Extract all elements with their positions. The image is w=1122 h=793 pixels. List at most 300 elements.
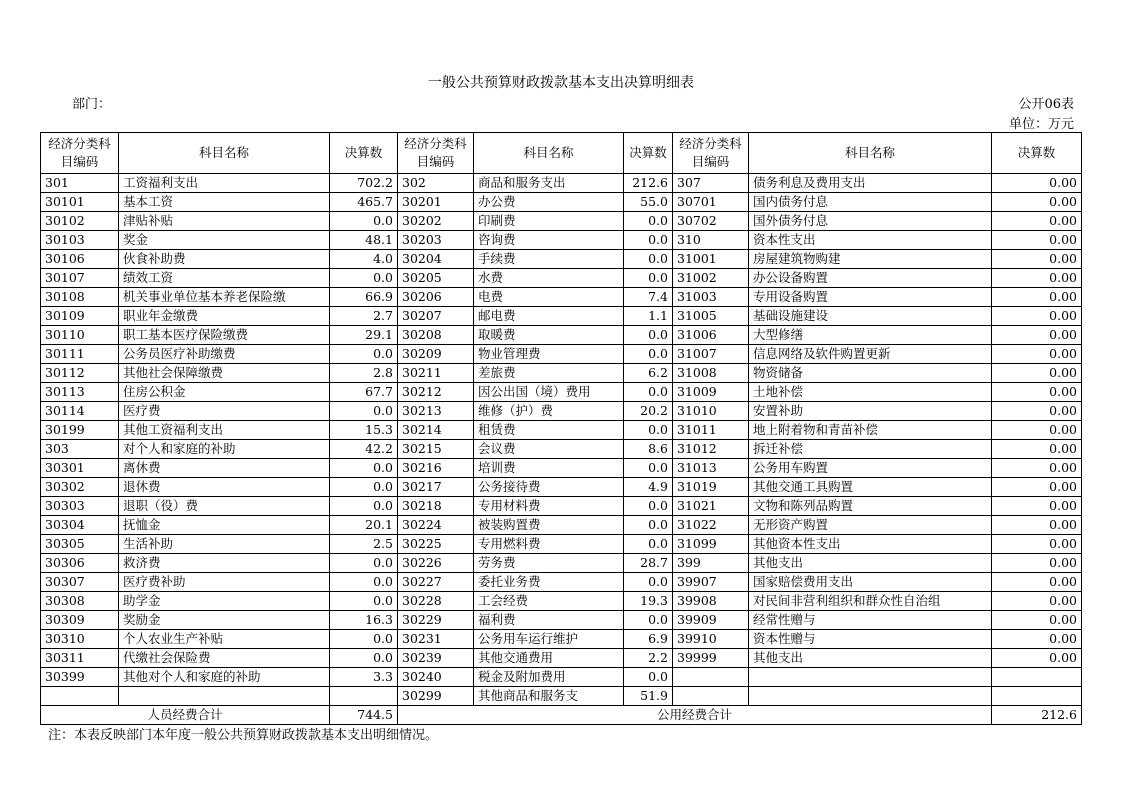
code-cell: 30229 bbox=[398, 611, 474, 630]
amount-cell: 0.0 bbox=[624, 497, 673, 516]
name-cell: 租赁费 bbox=[474, 421, 624, 440]
table-row bbox=[41, 193, 1082, 212]
amount-cell: 0.0 bbox=[330, 269, 398, 288]
amount-cell: 0.0 bbox=[330, 554, 398, 573]
name-cell bbox=[749, 687, 992, 706]
table-row bbox=[41, 174, 1082, 193]
name-cell: 会议费 bbox=[474, 440, 624, 459]
amount-cell: 20.2 bbox=[624, 402, 673, 421]
name-cell: 生活补助 bbox=[119, 535, 330, 554]
amount-cell: 28.7 bbox=[624, 554, 673, 573]
amount-cell: 0.00 bbox=[992, 649, 1082, 668]
amount-cell: 42.2 bbox=[330, 440, 398, 459]
table-row bbox=[41, 440, 1082, 459]
name-cell bbox=[119, 687, 330, 706]
table-row bbox=[41, 421, 1082, 440]
code-cell: 30216 bbox=[398, 459, 474, 478]
code-cell: 30109 bbox=[41, 307, 119, 326]
name-cell: 助学金 bbox=[119, 592, 330, 611]
amount-cell: 29.1 bbox=[330, 326, 398, 345]
name-cell: 印刷费 bbox=[474, 212, 624, 231]
code-cell: 30114 bbox=[41, 402, 119, 421]
code-cell: 30305 bbox=[41, 535, 119, 554]
amount-cell: 0.0 bbox=[624, 250, 673, 269]
table-row bbox=[41, 554, 1082, 573]
amount-cell: 0.0 bbox=[624, 212, 673, 231]
code-cell: 30224 bbox=[398, 516, 474, 535]
name-cell: 其他支出 bbox=[749, 649, 992, 668]
name-cell: 国家赔偿费用支出 bbox=[749, 573, 992, 592]
name-cell: 物资储备 bbox=[749, 364, 992, 383]
table-row bbox=[41, 535, 1082, 554]
name-cell: 对个人和家庭的补助 bbox=[119, 440, 330, 459]
amount-cell: 0.00 bbox=[992, 421, 1082, 440]
code-cell: 31008 bbox=[673, 364, 749, 383]
code-cell bbox=[41, 687, 119, 706]
header-amount-1: 决算数 bbox=[330, 133, 398, 174]
amount-cell: 4.0 bbox=[330, 250, 398, 269]
name-cell: 被装购置费 bbox=[474, 516, 624, 535]
expenditure-table bbox=[40, 132, 1082, 725]
code-cell: 30208 bbox=[398, 326, 474, 345]
code-cell: 31003 bbox=[673, 288, 749, 307]
name-cell: 基本工资 bbox=[119, 193, 330, 212]
code-cell: 31006 bbox=[673, 326, 749, 345]
amount-cell: 0.0 bbox=[624, 383, 673, 402]
name-cell: 伙食补助费 bbox=[119, 250, 330, 269]
header-code-2: 经济分类科目编码 bbox=[398, 133, 474, 174]
personnel-total-label: 人员经费合计 bbox=[41, 706, 330, 725]
table-row bbox=[41, 231, 1082, 250]
code-cell: 30231 bbox=[398, 630, 474, 649]
code-cell: 30214 bbox=[398, 421, 474, 440]
name-cell: 资本性支出 bbox=[749, 231, 992, 250]
amount-cell: 4.9 bbox=[624, 478, 673, 497]
code-cell: 30212 bbox=[398, 383, 474, 402]
name-cell: 其他社会保障缴费 bbox=[119, 364, 330, 383]
name-cell: 办公设备购置 bbox=[749, 269, 992, 288]
name-cell: 文物和陈列品购置 bbox=[749, 497, 992, 516]
amount-cell: 0.0 bbox=[624, 345, 673, 364]
name-cell: 职工基本医疗保险缴费 bbox=[119, 326, 330, 345]
amount-cell: 0.0 bbox=[624, 459, 673, 478]
amount-cell: 1.1 bbox=[624, 307, 673, 326]
name-cell: 工会经费 bbox=[474, 592, 624, 611]
amount-cell: 55.0 bbox=[624, 193, 673, 212]
name-cell: 机关事业单位基本养老保险缴 bbox=[119, 288, 330, 307]
name-cell: 公务用车购置 bbox=[749, 459, 992, 478]
amount-cell: 67.7 bbox=[330, 383, 398, 402]
header-row bbox=[41, 133, 1082, 174]
amount-cell: 0.00 bbox=[992, 174, 1082, 193]
code-cell: 30215 bbox=[398, 440, 474, 459]
table-row bbox=[41, 478, 1082, 497]
name-cell: 个人农业生产补贴 bbox=[119, 630, 330, 649]
code-cell bbox=[673, 687, 749, 706]
amount-cell: 702.2 bbox=[330, 174, 398, 193]
name-cell: 手续费 bbox=[474, 250, 624, 269]
name-cell: 津贴补贴 bbox=[119, 212, 330, 231]
code-cell: 39909 bbox=[673, 611, 749, 630]
code-cell: 31005 bbox=[673, 307, 749, 326]
code-cell: 31007 bbox=[673, 345, 749, 364]
name-cell: 税金及附加费用 bbox=[474, 668, 624, 687]
amount-cell: 0.0 bbox=[330, 573, 398, 592]
code-cell: 39908 bbox=[673, 592, 749, 611]
code-cell: 39910 bbox=[673, 630, 749, 649]
name-cell: 基础设施建设 bbox=[749, 307, 992, 326]
footnote: 注：本表反映部门本年度一般公共预算财政拨款基本支出明细情况。 bbox=[48, 728, 439, 743]
code-cell: 30112 bbox=[41, 364, 119, 383]
amount-cell: 0.0 bbox=[330, 212, 398, 231]
table-row bbox=[41, 649, 1082, 668]
code-cell: 30306 bbox=[41, 554, 119, 573]
name-cell: 退休费 bbox=[119, 478, 330, 497]
code-cell: 31010 bbox=[673, 402, 749, 421]
amount-cell: 16.3 bbox=[330, 611, 398, 630]
code-cell: 30299 bbox=[398, 687, 474, 706]
code-cell: 301 bbox=[41, 174, 119, 193]
name-cell: 专用燃料费 bbox=[474, 535, 624, 554]
code-cell: 30311 bbox=[41, 649, 119, 668]
code-cell: 31012 bbox=[673, 440, 749, 459]
header-code-1: 经济分类科目编码 bbox=[41, 133, 119, 174]
amount-cell: 0.0 bbox=[624, 269, 673, 288]
name-cell: 国外债务付息 bbox=[749, 212, 992, 231]
name-cell: 公务用车运行维护 bbox=[474, 630, 624, 649]
amount-cell: 0.00 bbox=[992, 592, 1082, 611]
code-cell: 30102 bbox=[41, 212, 119, 231]
unit-label: 单位：万元 bbox=[1008, 117, 1074, 132]
code-cell: 31013 bbox=[673, 459, 749, 478]
table-row bbox=[41, 592, 1082, 611]
code-cell: 31009 bbox=[673, 383, 749, 402]
name-cell: 国内债务付息 bbox=[749, 193, 992, 212]
amount-cell: 6.2 bbox=[624, 364, 673, 383]
name-cell: 医疗费补助 bbox=[119, 573, 330, 592]
code-cell: 30239 bbox=[398, 649, 474, 668]
code-cell: 307 bbox=[673, 174, 749, 193]
code-cell: 30310 bbox=[41, 630, 119, 649]
name-cell: 救济费 bbox=[119, 554, 330, 573]
code-cell: 31011 bbox=[673, 421, 749, 440]
amount-cell: 0.0 bbox=[330, 630, 398, 649]
name-cell: 维修（护）费 bbox=[474, 402, 624, 421]
amount-cell: 0.00 bbox=[992, 326, 1082, 345]
amount-cell: 0.00 bbox=[992, 307, 1082, 326]
table-row bbox=[41, 402, 1082, 421]
name-cell: 其他资本性支出 bbox=[749, 535, 992, 554]
name-cell: 绩效工资 bbox=[119, 269, 330, 288]
amount-cell: 0.0 bbox=[624, 573, 673, 592]
amount-cell: 0.00 bbox=[992, 250, 1082, 269]
name-cell: 差旅费 bbox=[474, 364, 624, 383]
code-cell: 30201 bbox=[398, 193, 474, 212]
code-cell: 31099 bbox=[673, 535, 749, 554]
code-cell: 30307 bbox=[41, 573, 119, 592]
code-cell: 30203 bbox=[398, 231, 474, 250]
name-cell: 培训费 bbox=[474, 459, 624, 478]
code-cell: 30211 bbox=[398, 364, 474, 383]
table-row bbox=[41, 516, 1082, 535]
amount-cell: 0.0 bbox=[624, 535, 673, 554]
name-cell: 奖金 bbox=[119, 231, 330, 250]
amount-cell: 0.0 bbox=[624, 326, 673, 345]
code-cell: 30302 bbox=[41, 478, 119, 497]
name-cell: 因公出国（境）费用 bbox=[474, 383, 624, 402]
table-row bbox=[41, 212, 1082, 231]
page-title: 一般公共预算财政拨款基本支出决算明细表 bbox=[428, 75, 694, 91]
amount-cell: 0.00 bbox=[992, 573, 1082, 592]
code-cell bbox=[673, 668, 749, 687]
table-row bbox=[41, 687, 1082, 706]
amount-cell: 0.00 bbox=[992, 440, 1082, 459]
code-cell: 31002 bbox=[673, 269, 749, 288]
name-cell: 无形资产购置 bbox=[749, 516, 992, 535]
amount-cell: 0.00 bbox=[992, 345, 1082, 364]
amount-cell: 0.00 bbox=[992, 630, 1082, 649]
name-cell: 安置补助 bbox=[749, 402, 992, 421]
amount-cell: 8.6 bbox=[624, 440, 673, 459]
amount-cell: 0.0 bbox=[330, 649, 398, 668]
code-cell: 30107 bbox=[41, 269, 119, 288]
name-cell: 其他对个人和家庭的补助 bbox=[119, 668, 330, 687]
amount-cell: 0.0 bbox=[330, 592, 398, 611]
header-amount-2: 决算数 bbox=[624, 133, 673, 174]
code-cell: 30304 bbox=[41, 516, 119, 535]
table-body bbox=[41, 174, 1082, 706]
amount-cell: 51.9 bbox=[624, 687, 673, 706]
amount-cell: 20.1 bbox=[330, 516, 398, 535]
name-cell: 水费 bbox=[474, 269, 624, 288]
code-cell: 30206 bbox=[398, 288, 474, 307]
code-cell: 30111 bbox=[41, 345, 119, 364]
amount-cell: 3.3 bbox=[330, 668, 398, 687]
amount-cell bbox=[330, 687, 398, 706]
name-cell: 资本性赠与 bbox=[749, 630, 992, 649]
name-cell: 工资福利支出 bbox=[119, 174, 330, 193]
code-cell: 30702 bbox=[673, 212, 749, 231]
code-cell: 30213 bbox=[398, 402, 474, 421]
amount-cell: 0.00 bbox=[992, 497, 1082, 516]
name-cell: 劳务费 bbox=[474, 554, 624, 573]
table-row bbox=[41, 288, 1082, 307]
table-row bbox=[41, 250, 1082, 269]
code-cell: 30209 bbox=[398, 345, 474, 364]
table-code: 公开06表 bbox=[1018, 97, 1074, 112]
name-cell: 公务员医疗补助缴费 bbox=[119, 345, 330, 364]
table-row bbox=[41, 630, 1082, 649]
name-cell: 地上附着物和青苗补偿 bbox=[749, 421, 992, 440]
amount-cell: 15.3 bbox=[330, 421, 398, 440]
amount-cell: 0.0 bbox=[330, 478, 398, 497]
code-cell: 30399 bbox=[41, 668, 119, 687]
table-row bbox=[41, 383, 1082, 402]
code-cell: 31022 bbox=[673, 516, 749, 535]
name-cell: 经常性赠与 bbox=[749, 611, 992, 630]
code-cell: 30218 bbox=[398, 497, 474, 516]
code-cell: 30202 bbox=[398, 212, 474, 231]
amount-cell: 7.4 bbox=[624, 288, 673, 307]
code-cell: 30101 bbox=[41, 193, 119, 212]
name-cell: 办公费 bbox=[474, 193, 624, 212]
name-cell: 职业年金缴费 bbox=[119, 307, 330, 326]
table-row bbox=[41, 459, 1082, 478]
table-row bbox=[41, 269, 1082, 288]
name-cell: 拆迁补偿 bbox=[749, 440, 992, 459]
name-cell: 对民间非营利组织和群众性自治组 bbox=[749, 592, 992, 611]
name-cell: 邮电费 bbox=[474, 307, 624, 326]
code-cell: 30227 bbox=[398, 573, 474, 592]
name-cell: 委托业务费 bbox=[474, 573, 624, 592]
code-cell: 31001 bbox=[673, 250, 749, 269]
code-cell: 30108 bbox=[41, 288, 119, 307]
code-cell: 30199 bbox=[41, 421, 119, 440]
name-cell: 抚恤金 bbox=[119, 516, 330, 535]
code-cell: 31021 bbox=[673, 497, 749, 516]
name-cell: 土地补偿 bbox=[749, 383, 992, 402]
amount-cell: 212.6 bbox=[624, 174, 673, 193]
amount-cell: 0.00 bbox=[992, 611, 1082, 630]
amount-cell: 0.00 bbox=[992, 535, 1082, 554]
header-name-2: 科目名称 bbox=[474, 133, 624, 174]
name-cell: 专用设备购置 bbox=[749, 288, 992, 307]
amount-cell: 48.1 bbox=[330, 231, 398, 250]
amount-cell: 0.00 bbox=[992, 212, 1082, 231]
code-cell: 30308 bbox=[41, 592, 119, 611]
amount-cell: 19.3 bbox=[624, 592, 673, 611]
name-cell: 取暖费 bbox=[474, 326, 624, 345]
department-label: 部门： bbox=[72, 97, 112, 112]
amount-cell: 465.7 bbox=[330, 193, 398, 212]
name-cell: 专用材料费 bbox=[474, 497, 624, 516]
table-row bbox=[41, 497, 1082, 516]
code-cell: 31019 bbox=[673, 478, 749, 497]
amount-cell: 0.00 bbox=[992, 554, 1082, 573]
code-cell: 30226 bbox=[398, 554, 474, 573]
name-cell: 其他交通工具购置 bbox=[749, 478, 992, 497]
amount-cell: 0.0 bbox=[330, 459, 398, 478]
amount-cell: 0.00 bbox=[992, 459, 1082, 478]
amount-cell: 0.0 bbox=[624, 231, 673, 250]
amount-cell bbox=[992, 687, 1082, 706]
code-cell: 30301 bbox=[41, 459, 119, 478]
public-total-label: 公用经费合计 bbox=[398, 706, 992, 725]
code-cell: 30701 bbox=[673, 193, 749, 212]
header-code-3: 经济分类科目编码 bbox=[673, 133, 749, 174]
code-cell: 30106 bbox=[41, 250, 119, 269]
name-cell: 其他支出 bbox=[749, 554, 992, 573]
table-row bbox=[41, 668, 1082, 687]
code-cell: 30113 bbox=[41, 383, 119, 402]
name-cell bbox=[749, 668, 992, 687]
code-cell: 30110 bbox=[41, 326, 119, 345]
amount-cell: 0.00 bbox=[992, 516, 1082, 535]
amount-cell: 0.0 bbox=[624, 516, 673, 535]
table-row bbox=[41, 307, 1082, 326]
amount-cell: 2.8 bbox=[330, 364, 398, 383]
name-cell: 医疗费 bbox=[119, 402, 330, 421]
amount-cell: 66.9 bbox=[330, 288, 398, 307]
amount-cell: 0.00 bbox=[992, 269, 1082, 288]
amount-cell: 2.2 bbox=[624, 649, 673, 668]
code-cell: 30228 bbox=[398, 592, 474, 611]
name-cell: 退职（役）费 bbox=[119, 497, 330, 516]
name-cell: 住房公积金 bbox=[119, 383, 330, 402]
public-total-value: 212.6 bbox=[992, 706, 1082, 725]
header-amount-3: 决算数 bbox=[992, 133, 1082, 174]
amount-cell: 0.00 bbox=[992, 383, 1082, 402]
code-cell: 310 bbox=[673, 231, 749, 250]
name-cell: 公务接待费 bbox=[474, 478, 624, 497]
totals-row bbox=[41, 706, 1082, 725]
amount-cell: 0.0 bbox=[330, 345, 398, 364]
table-row bbox=[41, 345, 1082, 364]
header-name-1: 科目名称 bbox=[119, 133, 330, 174]
amount-cell: 0.0 bbox=[624, 421, 673, 440]
code-cell: 30207 bbox=[398, 307, 474, 326]
code-cell: 39999 bbox=[673, 649, 749, 668]
amount-cell: 0.0 bbox=[330, 402, 398, 421]
amount-cell: 0.0 bbox=[330, 497, 398, 516]
name-cell: 物业管理费 bbox=[474, 345, 624, 364]
amount-cell: 0.00 bbox=[992, 364, 1082, 383]
name-cell: 咨询费 bbox=[474, 231, 624, 250]
name-cell: 房屋建筑物购建 bbox=[749, 250, 992, 269]
name-cell: 离休费 bbox=[119, 459, 330, 478]
amount-cell: 0.0 bbox=[624, 668, 673, 687]
code-cell: 30204 bbox=[398, 250, 474, 269]
code-cell: 30309 bbox=[41, 611, 119, 630]
table-row bbox=[41, 573, 1082, 592]
amount-cell bbox=[992, 668, 1082, 687]
code-cell: 30217 bbox=[398, 478, 474, 497]
name-cell: 大型修缮 bbox=[749, 326, 992, 345]
header-name-3: 科目名称 bbox=[749, 133, 992, 174]
name-cell: 奖励金 bbox=[119, 611, 330, 630]
amount-cell: 2.7 bbox=[330, 307, 398, 326]
code-cell: 399 bbox=[673, 554, 749, 573]
name-cell: 其他交通费用 bbox=[474, 649, 624, 668]
amount-cell: 0.00 bbox=[992, 402, 1082, 421]
amount-cell: 0.00 bbox=[992, 478, 1082, 497]
name-cell: 福利费 bbox=[474, 611, 624, 630]
amount-cell: 6.9 bbox=[624, 630, 673, 649]
table-row bbox=[41, 364, 1082, 383]
amount-cell: 0.00 bbox=[992, 193, 1082, 212]
amount-cell: 0.00 bbox=[992, 231, 1082, 250]
name-cell: 其他工资福利支出 bbox=[119, 421, 330, 440]
code-cell: 30240 bbox=[398, 668, 474, 687]
code-cell: 303 bbox=[41, 440, 119, 459]
name-cell: 代缴社会保险费 bbox=[119, 649, 330, 668]
code-cell: 30205 bbox=[398, 269, 474, 288]
code-cell: 30303 bbox=[41, 497, 119, 516]
name-cell: 电费 bbox=[474, 288, 624, 307]
code-cell: 39907 bbox=[673, 573, 749, 592]
amount-cell: 0.00 bbox=[992, 288, 1082, 307]
table-row bbox=[41, 326, 1082, 345]
code-cell: 302 bbox=[398, 174, 474, 193]
code-cell: 30103 bbox=[41, 231, 119, 250]
table-row bbox=[41, 611, 1082, 630]
name-cell: 信息网络及软件购置更新 bbox=[749, 345, 992, 364]
personnel-total-value: 744.5 bbox=[330, 706, 398, 725]
amount-cell: 0.0 bbox=[624, 611, 673, 630]
code-cell: 30225 bbox=[398, 535, 474, 554]
name-cell: 其他商品和服务支 bbox=[474, 687, 624, 706]
name-cell: 债务利息及费用支出 bbox=[749, 174, 992, 193]
